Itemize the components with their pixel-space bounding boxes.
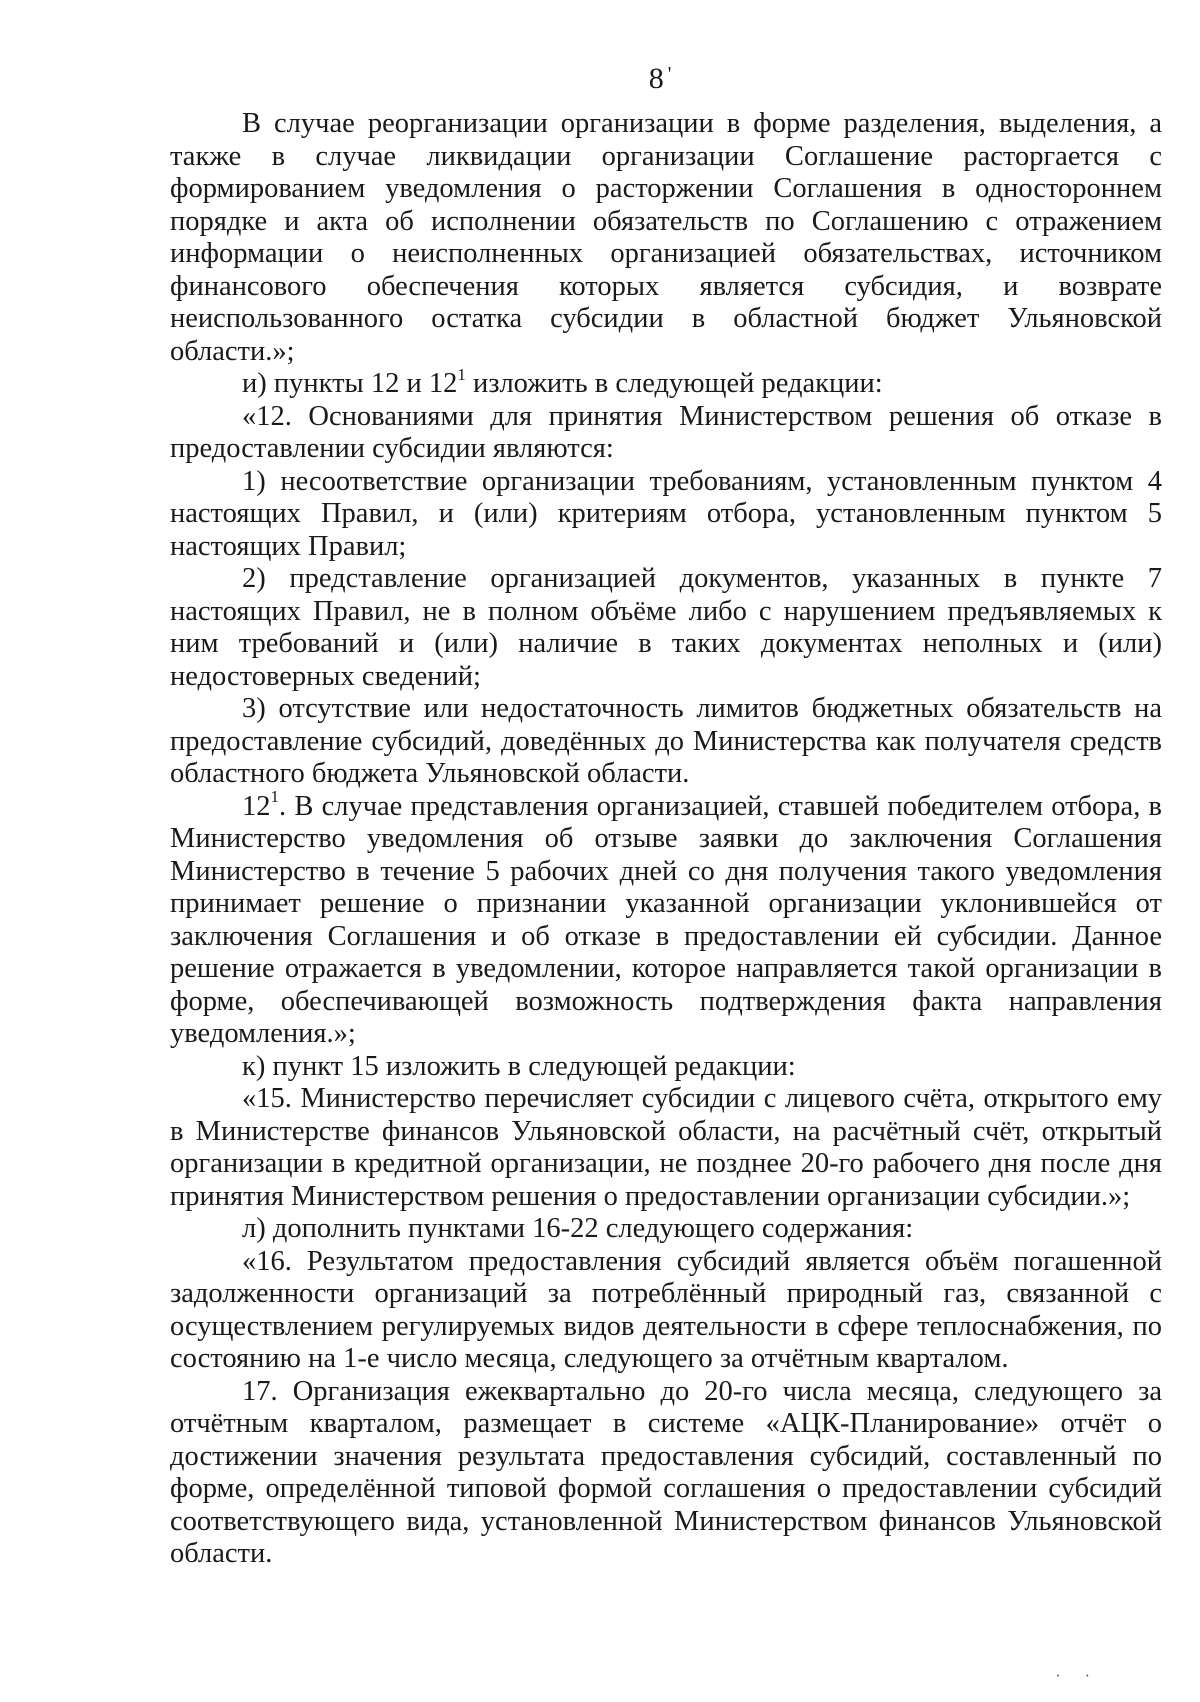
- page-number-value: 8: [648, 62, 664, 95]
- scan-specks: · ·: [1055, 1668, 1100, 1685]
- document-body: [170, 108, 1162, 1571]
- paragraph-clause-12-1: [170, 787, 1162, 1051]
- paragraph-clause-16: «16. Результатом предоставления субсидий является объём погашенной задолженности организаций за потреблённый природный газ, связанной с осуществлением регулируемых видов деятельности в сфере теплоснабжения, по состоянию на 1-е число месяца, следующего за отчётным кварталом.: [170, 1245, 1162, 1374]
- paragraph-item-l: л) дополнить пунктами 16-22 следующего содержания:: [242, 1213, 914, 1244]
- paragraph-clause-15: «15. Министерство перечисляет субсидии с лицевого счёта, открытого ему в Министерстве финансов Ульяновской области, на расчётный счёт, открытый организации в кредитной организации, не позднее 20-го рабочего дня после дня принятия Министерством решения о предоставлении организации субсидии.»;: [170, 1083, 1162, 1212]
- paragraph-item-i: [170, 364, 1162, 401]
- clause-12-1-text: . В случае представления организацией, ставшей победителем отбора, в Министерство уведомления об отзыве заявки до заключения Соглашения Министерство в течение 5 рабочих дней со дня получения такого уведомления принимает решение о признании указанной организации уклонившейся от заключения Соглашения и об отказе в предоставлении ей субсидии. Данное решение отражается в уведомлении, которое направляется такой организации в форме, обеспечивающей возможность подтверждения факта направления уведомления.»;: [170, 790, 1162, 1049]
- clause-12-1-number: 12: [242, 790, 271, 822]
- page-number-mark: ': [667, 63, 672, 85]
- paragraph-clause-12-sub-2: 2) представление организацией документов, указанных в пункте 7 настоящих Правил, не в полном объёме либо с нарушением предъявляемых к ним требований и (или) наличие в таких документах неполных и (или) недостоверных сведений;: [170, 563, 1162, 692]
- paragraph-clause-12: «12. Основаниями для принятия Министерством решения об отказе в предоставлении субсидии являются:: [170, 400, 1162, 464]
- paragraph-clause-17: 17. Организация ежеквартально до 20-го числа месяца, следующего за отчётным кварталом, размещает в системе «АЦК-Планирование» отчёт о достижении значения результата предоставления субсидий, составленный по форме, определённой типовой формой соглашения о предоставлении субсидий соответствующего вида, установленной Министерством финансов Ульяновской области.: [170, 1375, 1162, 1569]
- item-i-superscript: 1: [457, 364, 466, 384]
- paragraph-clause-12-sub-3: 3) отсутствие или недостаточность лимитов бюджетных обязательств на предоставление субсидий, доведённых до Министерства как получателя средств областного бюджета Ульяновской области.: [170, 693, 1162, 789]
- item-i-text-b: изложить в следующей редакции:: [465, 368, 883, 399]
- paragraph-reorganization: В случае реорганизации организации в форме разделения, выделения, а также в случае ликвидации организации Соглашение расторгается с формированием уведомления о расторжении Соглашения в одностороннем порядке и акта об исполнении обязательств по Соглашению с отражением информации о неисполненных организацией обязательствах, источником финансового обеспечения которых является субсидия, и возврате неиспользованного остатка субсидии в областной бюджет Ульяновской области.»;: [170, 108, 1162, 367]
- clause-12-1-superscript: 1: [270, 787, 279, 806]
- page-number: [0, 64, 1200, 94]
- item-i-text-a: и) пункты 12 и 12: [242, 368, 458, 399]
- paragraph-item-k: к) пункт 15 изложить в следующей редакции:: [242, 1050, 796, 1082]
- paragraph-clause-12-sub-1: 1) несоответствие организации требованиям, установленным пунктом 4 настоящих Правил, и (или) критериям отбора, установленным пунктом 5 настоящих Правил;: [170, 465, 1162, 562]
